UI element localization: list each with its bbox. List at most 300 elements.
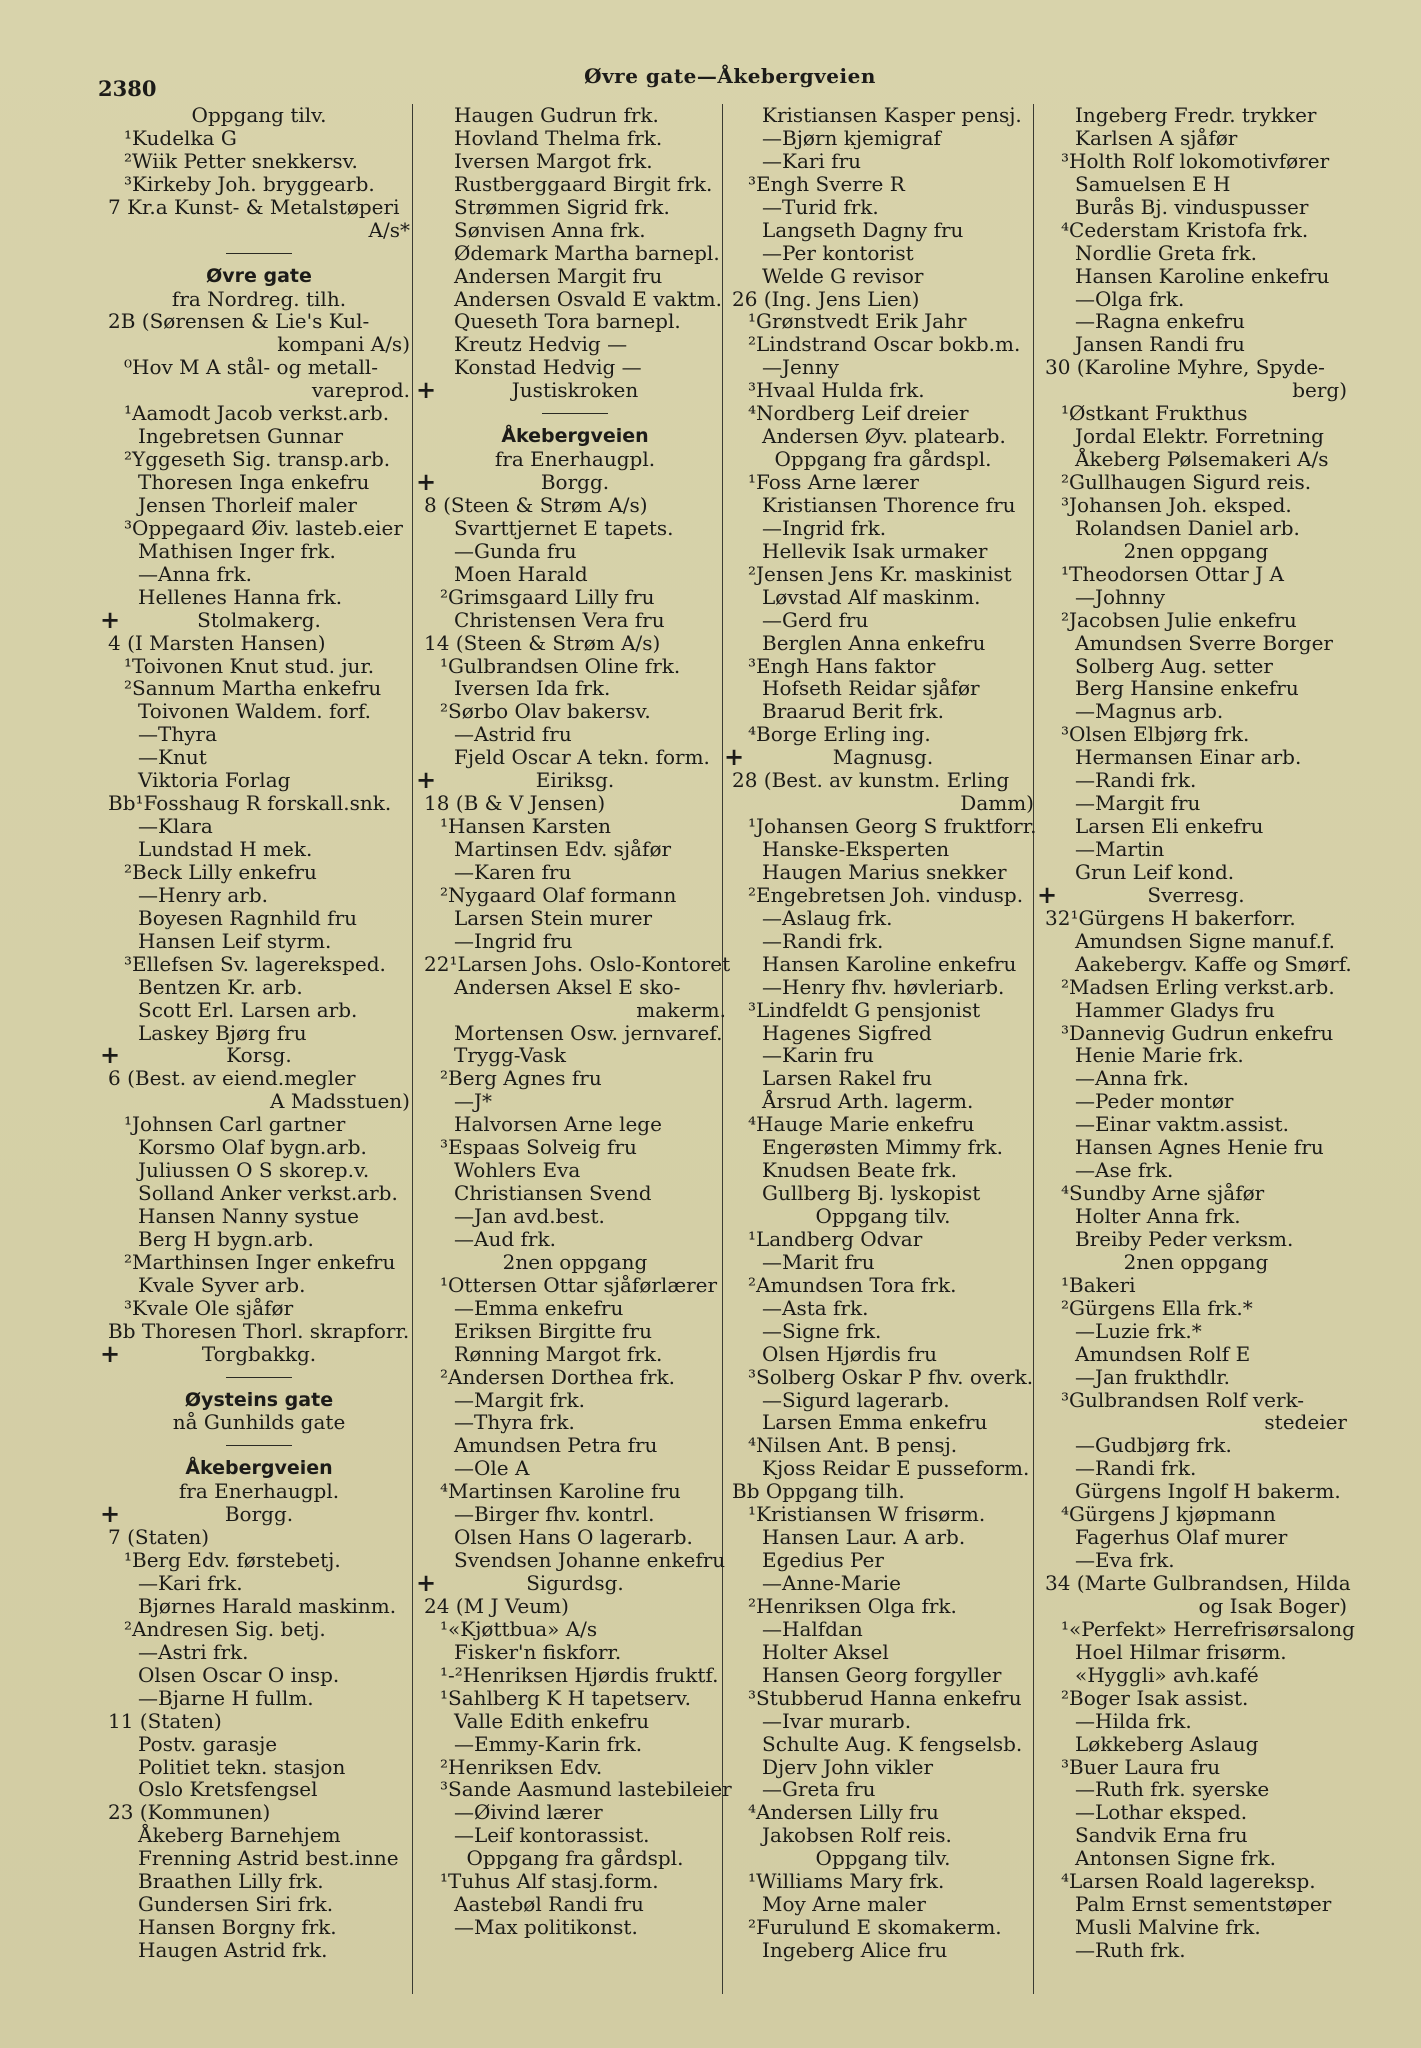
directory-line [108,815,410,838]
line-text: Valle Edith enkefru [454,1708,650,1733]
line-text: ³Dannevig Gudrun enkefru [1061,1020,1334,1045]
directory-line [1045,1687,1347,1710]
line-text: ²Yggeseth Sig. transp.arb. [124,447,391,472]
directory-line [732,1870,1034,1893]
directory-line [1045,677,1347,700]
directory-line [732,540,1034,563]
directory-line [1045,1916,1347,1939]
directory-line [732,1664,1034,1687]
line-text: —Henry arb. [138,882,269,907]
line-text: Amundsen Petra fru [454,1433,658,1458]
line-text: Gundersen Siri frk. [138,1892,334,1917]
line-text: Haugen Marius snekker [762,859,1007,884]
line-text: Amundsen Sverre Borger [1075,630,1333,655]
column-4 [1036,103,1355,1962]
cross-street-marker-icon: + [99,1338,121,1368]
line-text: —Ole A [454,1456,530,1481]
directory-line [424,540,726,563]
line-text: —Gunda fru [454,538,577,563]
directory-line [108,1067,410,1090]
directory-line [424,930,726,953]
line-text: —Signe frk. [762,1318,882,1343]
line-text: Berg Hansine enkefru [1075,676,1299,701]
line-text: nå Gunhilds gate [172,1410,346,1435]
line-text: Stolmakerg. [197,607,321,632]
directory-line [732,150,1034,173]
directory-line [1045,1136,1347,1159]
cross-street [99,1040,410,1070]
directory-line [108,1733,410,1756]
directory-line [732,769,1034,792]
directory-line [1045,333,1347,356]
directory-line [424,1090,726,1113]
directory-line [424,1228,726,1251]
directory-line [1045,907,1347,930]
directory-line [424,1434,726,1457]
directory-line [108,1641,410,1664]
directory-line [1045,104,1347,127]
directory-line [1045,540,1347,563]
directory-line [424,815,726,838]
directory-line [732,677,1034,700]
directory-line [1045,1274,1347,1297]
directory-line [1045,586,1347,609]
line-text: 2nen oppgang [1123,538,1269,563]
line-text: Løkkeberg Aslaug [1075,1731,1259,1756]
line-text: Laskey Bjørg fru [138,1020,307,1045]
directory-line [1045,471,1347,494]
directory-line [1045,127,1347,150]
directory-line [108,1320,410,1343]
line-text: Grun Leif kond. [1075,859,1235,884]
line-text: Antonsen Signe frk. [1075,1846,1277,1871]
line-text: Olsen Hjørdis fru [762,1341,938,1366]
directory-line [424,1182,726,1205]
line-text: ¹«Perfekt» Herrefrisørsalong [1061,1616,1355,1641]
line-text: ⁰Hov M A stål- og metall- [124,355,379,380]
line-text: ³Gulbrandsen Rolf verk- [1061,1387,1305,1412]
cross-street-marker-icon: + [1036,879,1058,909]
directory-line [108,173,410,196]
line-text: ²Sørbo Olav bakersv. [440,699,651,724]
line-text: ³Holth Rolf lokomotivfører [1061,148,1330,173]
directory-line [1045,1733,1347,1756]
directory-line [424,586,726,609]
directory-line [1045,1320,1347,1343]
line-text: ²Gürgens Ella frk.* [1061,1295,1253,1320]
cross-street [415,467,726,496]
line-text: Strømmen Sigrid frk. [454,194,670,219]
line-text: —Ragna enkefru [1075,309,1245,334]
line-text: ¹Hansen Karsten [440,814,612,839]
directory-line [1045,310,1347,333]
line-text: Kristiansen Kasper pensj. [762,103,1022,127]
line-text: —Knut [138,745,207,770]
line-text: ⁴Nilsen Ant. B pensj. [748,1433,958,1458]
directory-line [424,104,726,127]
line-text: Politiet tekn. stasjon [138,1754,346,1779]
line-text: —Øivind lærer [454,1800,603,1825]
line-text: Moy Arne maler [762,1892,926,1917]
line-text: ⁴Nordberg Leif dreier [748,401,969,426]
directory-line [108,563,410,586]
line-text: —Karen fru [454,859,572,884]
directory-line [108,288,410,311]
directory-line [732,1526,1034,1549]
line-text: 30 (Karoline Myhre, Spyde- [1045,355,1325,380]
line-text: Amundsen Signe manuf.f. [1075,928,1336,953]
line-text: Musli Malvine frk. [1075,1915,1261,1940]
directory-line [424,884,726,907]
directory-line [108,1022,410,1045]
directory-line [424,1113,726,1136]
line-text: Scott Erl. Larsen arb. [138,997,358,1022]
directory-line [108,586,410,609]
line-text: Djerv John vikler [762,1754,934,1779]
line-text: ¹Foss Arne lærer [748,470,919,494]
line-text: Ingeberg Fredr. trykker [1075,103,1317,127]
line-text: Larsen Eli enkefru [1075,814,1264,839]
line-text: Fisker'n fiskforr. [454,1639,622,1664]
directory-line [732,127,1034,150]
line-text: ²Marthinsen Inger enkefru [124,1249,396,1274]
line-text: —Max politikonst. [454,1915,638,1940]
directory-line [424,1801,726,1824]
cross-street [415,375,726,405]
line-text: Ingebretsen Gunnar [138,424,344,449]
directory-line [108,196,410,219]
line-text: ⁴Sundby Arne sjåfør [1061,1181,1265,1206]
line-text: Braathen Lilly frk. [138,1869,324,1894]
directory-line [108,219,410,242]
directory-line [424,1457,726,1480]
line-text: —Klara [138,814,213,839]
directory-line [108,792,410,815]
directory-line [1045,769,1347,792]
line-text: Trygg-Vask [454,1043,567,1068]
directory-line [1045,1664,1347,1687]
line-text: Solberg Aug. setter [1075,653,1273,678]
line-text: 2nen oppgang [502,1249,648,1274]
line-text: Magnusg. [832,745,934,770]
directory-line [108,723,410,746]
line-text: 34 (Marte Gulbrandsen, Hilda [1045,1571,1351,1595]
line-text: —Ase frk. [1075,1158,1174,1183]
line-text: Rønning Margot frk. [454,1341,663,1366]
directory-line [1045,1824,1347,1847]
directory-line [1045,1182,1347,1205]
line-text: makerm. [636,997,726,1022]
directory-line [732,976,1034,999]
line-text: Sverresg. [1147,882,1245,907]
directory-line [732,1067,1034,1090]
column-1 [99,103,410,1962]
line-text: Wohlers Eva [454,1158,581,1183]
directory-line [1045,1503,1347,1526]
directory-line [1045,951,1352,976]
line-text: —Margit frk. [454,1387,585,1412]
directory-line [732,1343,1034,1366]
section-divider [108,1366,410,1389]
directory-line [108,540,410,563]
directory-line [108,700,410,723]
directory-line [1045,1457,1347,1480]
directory-line [108,1870,410,1893]
line-text: —Sigurd lagerarb. [762,1387,950,1412]
directory-line [108,448,410,471]
line-text: ²Grimsgaard Lilly fru [440,584,655,609]
directory-line [732,288,1034,311]
directory-line [1045,1939,1347,1962]
directory-line [1045,1389,1347,1412]
line-text: Andersen Aksel E sko- [454,974,681,999]
line-text: Gullberg Bj. lyskopist [762,1181,981,1206]
directory-line [732,310,1034,333]
line-text: —Eva frk. [1075,1548,1175,1573]
line-text: ⁴Andersen Lilly fru [748,1800,939,1825]
line-text: Konstad Hedvig — [454,355,642,380]
directory-line [424,1389,726,1412]
line-text: ²Jacobsen Julie enkefru [1061,607,1297,632]
line-text: A Madsstuen) [270,1089,410,1114]
directory-line [732,907,1034,930]
line-text: ²Nygaard Olaf formann [440,882,677,907]
street-heading [108,1389,410,1412]
directory-line [108,150,410,173]
directory-line [108,356,410,379]
line-text: ³Hvaal Hulda frk. [748,378,925,403]
line-text: 2nen oppgang [1123,1249,1269,1274]
directory-line [424,242,726,265]
line-text: 32¹Gürgens H bakerforr. [1045,905,1296,930]
directory-line [108,1824,410,1847]
directory-line [424,677,726,700]
directory-line [108,907,410,930]
directory-line [108,1090,410,1113]
line-text: ³Buer Laura fru [1061,1754,1221,1779]
directory-line [1045,999,1347,1022]
line-text: 24 (M J Veum) [424,1593,569,1618]
directory-line [1045,1044,1347,1067]
directory-line [732,999,1034,1022]
directory-line [1045,1090,1347,1113]
line-text: —Einar vaktm.assist. [1075,1112,1289,1137]
directory-line [732,448,1034,471]
directory-line [732,1733,1034,1756]
directory-line [424,310,726,333]
directory-line [108,1847,410,1870]
directory-line [732,1687,1034,1710]
line-text: ¹Theodorsen Ottar J A [1061,561,1284,586]
line-text: ¹Landberg Odvar [748,1226,923,1251]
line-text: Olsen Hans O lagerarb. [454,1525,693,1550]
directory-line [424,288,726,311]
directory-line [732,1228,1034,1251]
directory-line [424,265,726,288]
directory-line [732,586,1034,609]
directory-line [1045,930,1347,953]
line-text: Rolandsen Daniel arb. [1075,515,1300,540]
line-text: ³Johansen Joh. eksped. [1061,492,1292,517]
directory-line [1045,1526,1347,1549]
directory-line [108,655,410,678]
line-text: Toivonen Waldem. forf. [138,699,372,724]
directory-line [424,976,726,999]
line-text: Iversen Ida frk. [454,676,611,701]
directory-line [732,1251,1034,1274]
directory-line [424,1480,726,1503]
line-text: Holter Anna frk. [1075,1204,1241,1228]
line-text: —Ingrid frk. [762,515,887,540]
cross-street [723,742,1034,772]
line-text: ²Gullhaugen Sigurd reis. [1061,470,1312,494]
line-text: Martinsen Edv. sjåfør [454,837,672,861]
line-text: Christiansen Svend [454,1181,652,1206]
directory-line [108,1297,410,1320]
directory-line [108,1893,410,1916]
line-text: ³Engh Sverre R [748,171,905,196]
line-text: Viktoria Forlag [138,768,291,793]
line-text: Knudsen Beate frk. [762,1158,957,1183]
line-text: Hagenes Sigfred [762,1020,932,1045]
directory-line [108,333,410,356]
directory-line [1045,1411,1347,1434]
directory-line [108,1710,410,1733]
line-text: ⁴Borge Erling ing. [748,722,931,747]
directory-line [424,999,726,1022]
line-text: ⁴Hauge Marie enkefru [748,1112,975,1137]
directory-line [108,1205,410,1228]
directory-line [108,976,410,999]
line-text: Oppgang fra gårdspl. [774,447,992,472]
line-text: Halvorsen Arne lege [454,1112,662,1137]
directory-line [424,1756,726,1779]
directory-line [1045,1022,1347,1045]
directory-line [732,1893,1034,1916]
line-text: Svendsen Johanne enkefru [454,1548,726,1573]
line-text: Larsen Stein murer [454,905,653,930]
directory-line [732,1618,1034,1641]
directory-line [424,1044,726,1067]
directory-line [1045,723,1347,746]
directory-line [732,1778,1034,1801]
directory-line [108,746,410,769]
directory-line [732,609,1034,632]
directory-line [424,1618,726,1641]
line-text: Hansen Leif styrm. [138,928,332,953]
line-text: —Halfdan [762,1616,863,1641]
line-text: Egedius Per [762,1548,884,1573]
directory-line [424,563,726,586]
directory-line [1045,563,1347,586]
line-text: Amundsen Rolf E [1075,1341,1251,1366]
line-text: Frenning Astrid best.inne [138,1846,399,1871]
line-text: Hammer Gladys fru [1075,997,1275,1022]
directory-line [732,494,1034,517]
line-text: —Bjørn kjemigraf [762,125,941,150]
directory-line [1045,1067,1347,1090]
line-text: ²Berg Agnes fru [440,1066,602,1091]
line-text: ¹Kristiansen W frisørm. [748,1502,986,1527]
directory-line [1045,1549,1347,1572]
directory-line [424,792,726,815]
directory-line [424,632,726,655]
line-text: —Peder montør [1075,1089,1234,1114]
line-text: 8 (Steen & Strøm A/s) [424,492,648,517]
directory-line [424,173,726,196]
line-text: Hoel Hilmar frisørm. [1075,1639,1287,1664]
directory-line [424,1159,726,1182]
directory-line [108,310,410,333]
directory-line [424,494,726,517]
cross-street-marker-icon: + [723,742,745,772]
directory-line [424,951,731,976]
line-text: Palm Ernst sementstøper [1075,1892,1332,1917]
cross-street [99,1499,410,1529]
line-text: Oppgang tilv. [815,1204,951,1228]
line-text: Ingeberg Alice fru [762,1938,948,1962]
directory-line [424,1595,726,1618]
directory-line [732,242,1034,265]
directory-line [732,930,1034,953]
directory-line [1045,356,1347,379]
directory-line [732,1366,1034,1389]
directory-line [732,1274,1034,1297]
directory-line [108,379,410,402]
line-text: Øysteins gate [184,1388,334,1411]
directory-line [424,907,726,930]
line-text: —Gudbjørg frk. [1075,1433,1232,1458]
line-text: ²Andersen Dorthea frk. [440,1364,675,1389]
directory-line [108,1182,410,1205]
cross-street [415,765,726,795]
directory-line [732,1939,1034,1962]
line-text: —Randi frk. [1075,768,1197,793]
line-text: —Anna frk. [138,561,252,586]
directory-line [732,838,1034,861]
directory-line [732,861,1034,884]
directory-line [732,1434,1034,1457]
directory-line [424,1274,726,1297]
directory-line [108,1526,410,1549]
directory-line [1045,700,1347,723]
line-text: —Marit fru [762,1249,875,1274]
line-text: Åkebergveien [185,1457,333,1480]
line-text: —Aslaug frk. [762,905,893,930]
line-text: Kvale Syver arb. [138,1272,306,1297]
directory-line [108,1159,410,1182]
line-text: ¹-²Henriksen Hjørdis fruktf. [440,1662,719,1687]
line-text: Løvstad Alf maskinm. [762,584,981,609]
line-text: Bb¹Fosshaug R forskall.snk. [108,791,392,816]
line-text: Hansen Borgny frk. [138,1915,337,1940]
column-2 [415,103,732,1940]
directory-line [732,173,1034,196]
directory-line [1045,976,1347,999]
column-rule [412,104,413,1994]
line-text: —Kari frk. [138,1571,243,1595]
line-text: ²Furulund E skomakerm. [748,1915,1002,1940]
line-text: —Greta fru [762,1777,876,1802]
line-text: 4 (I Marsten Hansen) [108,630,326,655]
directory-line [732,379,1034,402]
line-text: —Leif kontorassist. [454,1823,650,1848]
line-text: —J* [454,1089,493,1114]
line-text: Hansen Karoline enkefru [762,951,1017,976]
directory-line [732,333,1034,356]
directory-line [732,655,1034,678]
directory-line [424,1893,726,1916]
